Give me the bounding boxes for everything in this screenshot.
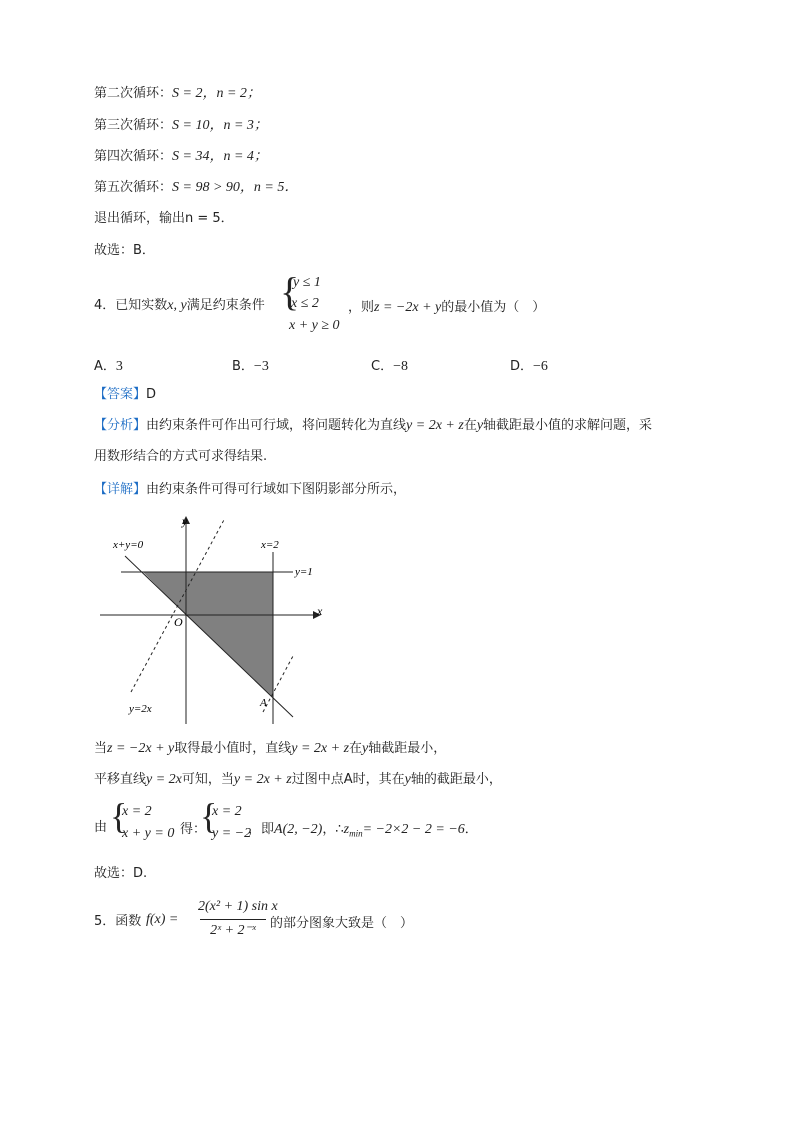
option-a[interactable]: A．3 (94, 359, 123, 374)
after-line-2: 平移直线y = 2x可知，当y = 2x + z过图中点A时，其在y轴的截距最小， (94, 772, 502, 787)
after-line-3-prefix: 由 (94, 820, 108, 835)
system-1-eq-1: x = 2 (122, 804, 152, 819)
system-1-brace: { (110, 796, 128, 836)
system-2-eq-1: x = 2 (212, 804, 242, 819)
q5-fraction-bar (200, 919, 266, 920)
q5-fx: f(x) = (146, 912, 179, 927)
q5-denominator: 2ˣ + 2⁻ˣ (210, 923, 256, 938)
after-line-3-de: 得： (180, 822, 207, 837)
loop-line-3: 第三次循环：S = 10，n = 3； (94, 118, 268, 133)
label-point-a: A (260, 697, 267, 709)
loop-line-5: 第五次循环：S = 98 > 90，n = 5． (94, 180, 299, 195)
choice-b-line: 故选：B． (94, 243, 155, 258)
label-y-2x: y=2x (129, 703, 152, 715)
loop-line-4: 第四次循环：S = 34，n = 4； (94, 149, 268, 164)
label-y-axis: y (182, 514, 188, 528)
option-d[interactable]: D．−6 (510, 359, 548, 374)
constraint-3: x + y ≥ 0 (289, 318, 340, 333)
detail-line: 【详解】由约束条件可得可行域如下图阴影部分所示， (94, 482, 407, 497)
answer-line: 【答案】D (94, 387, 157, 402)
analysis-line-1: 【分析】由约束条件可作出可行域，将问题转化为直线y = 2x + z在y轴截距最小值的求解问题，采 (94, 418, 653, 433)
label-origin: O (174, 615, 183, 629)
shaded-region (143, 572, 273, 697)
detail-tag: 【详解】 (94, 482, 147, 497)
option-b[interactable]: B．−3 (232, 359, 269, 374)
loop-line-2: 第二次循环：S = 2，n = 2； (94, 86, 261, 101)
analysis-line-2: 用数形结合的方式可求得结果. (94, 449, 268, 464)
q4-tail: ，则z = −2x + y的最小值为（ ） (348, 300, 546, 315)
answer-tag: 【答案】 (94, 387, 147, 402)
constraint-1: y ≤ 1 (293, 275, 321, 290)
option-c[interactable]: C．−8 (371, 359, 408, 374)
system-2-brace: { (200, 796, 218, 836)
label-y-1: y=1 (295, 566, 313, 578)
after-line-1: 当z = −2x + y取得最小值时，直线y = 2x + z在y轴截距最小， (94, 741, 447, 756)
q4-brace: { (280, 269, 300, 314)
label-x-axis: x (317, 604, 323, 618)
label-x-plus-y-0: x+y=0 (113, 539, 144, 551)
q5-prefix: 5．函数 (94, 914, 142, 929)
system-1-eq-2: x + y = 0 (122, 826, 175, 841)
choice-d-line: 故选：D. (94, 866, 148, 881)
constraint-2: x ≤ 2 (291, 296, 319, 311)
q4-stem: 4．已知实数x, y满足约束条件 (94, 298, 265, 313)
exit-line: 退出循环，输出n = 5． (94, 211, 234, 226)
q5-numerator: 2(x² + 1) sin x (198, 899, 278, 914)
label-x-2: x=2 (261, 539, 279, 551)
after-line-3-tail: ，即A(2, −2)，$\therefore z_{min}= -2\times 2 - 2 = -6$． (248, 822, 478, 839)
q5-suffix: 的部分图象大致是（ ） (270, 916, 414, 931)
analysis-tag: 【分析】 (94, 418, 147, 433)
system-2-eq-2: y = −2 (212, 826, 252, 841)
feasible-region-figure (95, 512, 335, 727)
